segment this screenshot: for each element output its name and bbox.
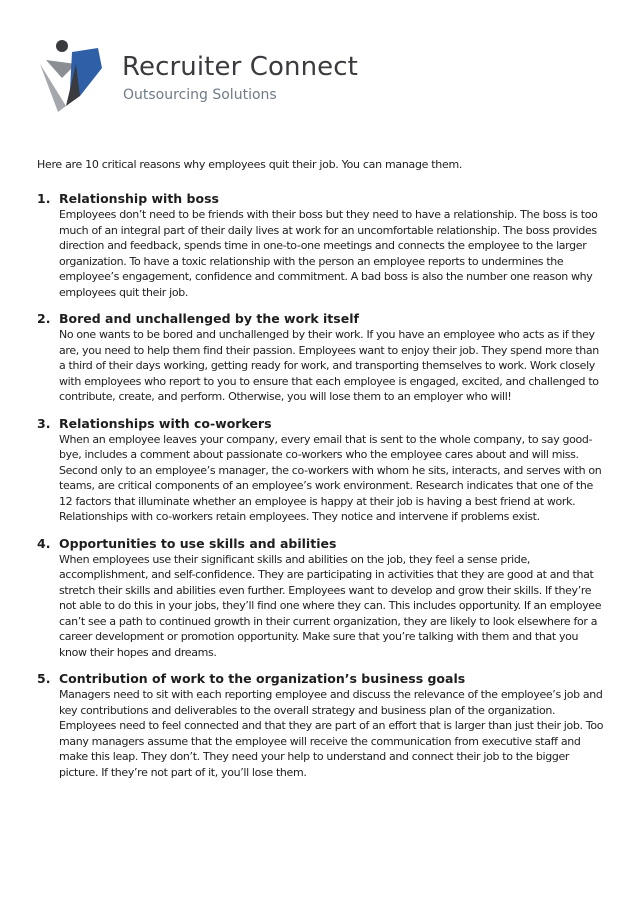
reason-heading: [37, 670, 602, 687]
reason-title: Relationships with co-workers: [59, 415, 272, 431]
reason-heading: [37, 190, 602, 207]
reason-number: 3.: [37, 415, 51, 431]
reason-body: Managers need to sit with each reporting employee and discuss the relevance of the employee’s job and key contributions and deliverables to the overall strategy and business plan of the organization. Employees need to feel connected and that they are part of an effort that is larger than just their job. Too many managers assume that the employee will receive the communication from executive staff and make this leap. They don’t. They need your help to understand and connect their job to the bigger picture. If they’re not part of it, you’ll lose them.: [59, 688, 604, 779]
intro-text: Here are 10 critical reasons why employees quit their job. You can manage them.: [37, 158, 463, 171]
reason-number: 5.: [37, 671, 51, 686]
reason-item: [37, 415, 602, 525]
reason-heading: [37, 310, 602, 327]
reason-body: Employees don’t need to be friends with their boss but they need to have a relationship. The boss is too much of an integral part of their daily lives at work for an uncomfortable relationship. The boss provides direction and feedback, spends time in one-to-one meetings and connects the employee to the larger organization. To have a toxic relationship with the person an employee reports to undermines the employee’s engagement, confidence and commitment. A bad boss is also the number one reason why employees quit their job.: [59, 208, 598, 299]
page-header: [36, 34, 456, 118]
reason-number: 4.: [37, 535, 51, 551]
reason-number: 1.: [37, 191, 51, 206]
reason-heading: [37, 415, 602, 432]
reason-title: Contribution of work to the organization’s business goals: [59, 671, 466, 686]
reason-title: Bored and unchallenged by the work itself: [59, 311, 359, 326]
reason-body: When an employee leaves your company, every email that is sent to the whole company, to say good-bye, includes a comment about passionate co-workers who the employee cares about and will miss. Second only to an employee’s manager, the co-workers with whom he sits, interacts, and serves with on teams, are critical components of an employee’s work environment. Research indicates that one of the 12 factors that illuminate whether an employee is happy at their job is having a best friend at work. Relationships with co-workers retain employees. They notice and intervene if problems exist.: [59, 432, 602, 523]
reason-heading: [37, 535, 602, 552]
reason-item: [37, 535, 602, 661]
reason-number: 2.: [37, 311, 51, 326]
brand-name: Recruiter Connect: [122, 52, 358, 82]
reason-body: When employees use their significant skills and abilities on the job, they feel a sense pride, accomplishment, and self-confidence. They are participating in activities that they are good at and that stretch their skills and abilities even further. Employees want to develop and grow their skills. If they’re not able to do this in your jobs, they’ll find one where they can. This includes opportunity. If an employee can’t see a path to continued growth in their current organization, they are likely to look elsewhere for a career development or promotion opportunity. Make sure that you’re talking with them and that you know their hopes and dreams.: [59, 552, 602, 659]
brand-tagline: Outsourcing Solutions: [123, 87, 277, 103]
reason-item: [37, 190, 602, 300]
reasons-list: [37, 190, 602, 790]
reason-title: Opportunities to use skills and abilities: [59, 535, 337, 551]
reason-item: [37, 670, 602, 780]
reason-title: Relationship with boss: [59, 191, 219, 206]
reason-body: No one wants to be bored and unchallenged by their work. If you have an employee who acts as if they are, you need to help them find their passion. Employees want to enjoy their job. They spend more than a third of their days working, getting ready for work, and transporting themselves to work. Work closely with employees who report to you to ensure that each employee is engaged, excited, and challenged to contribute, create, and perform. Otherwise, you will lose them to an employer who will!: [59, 328, 599, 403]
recruiter-connect-logo-icon: [36, 34, 110, 118]
reason-item: [37, 310, 602, 405]
